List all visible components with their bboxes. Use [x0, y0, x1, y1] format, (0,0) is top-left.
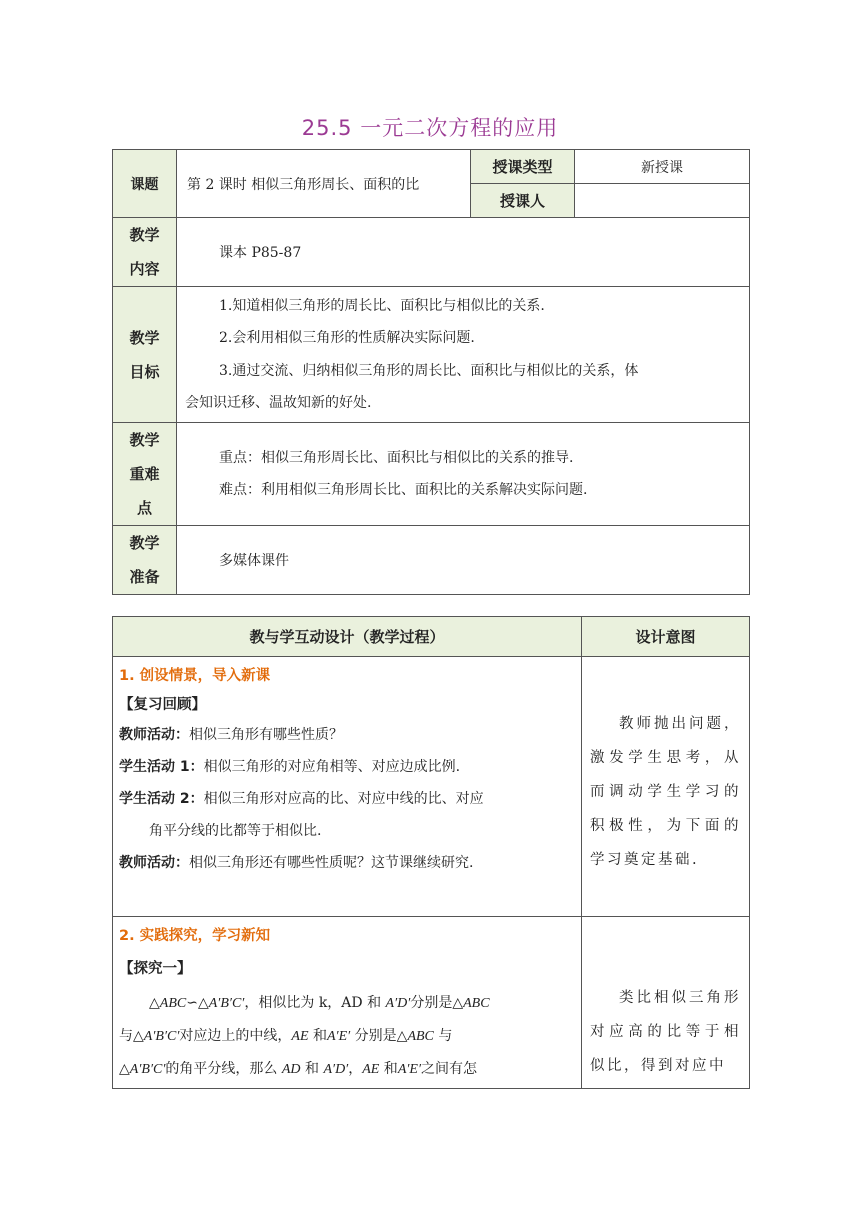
process-header: 教与学互动设计（教学过程） — [113, 617, 582, 657]
key-points — [177, 423, 750, 526]
section-1-content — [113, 657, 582, 917]
explore-heading: 【探究一】 — [119, 961, 192, 977]
explore-text-line-1: △ABC∽△A′B′C′，相似比为 k，AD 和 A′D′分别是△ABC — [149, 995, 490, 1011]
lesson-type-label: 授课类型 — [471, 150, 575, 184]
section-1-intent — [582, 657, 750, 917]
content-label: 教学 内容 — [113, 218, 177, 287]
intent-text: 教师抛出问题，激发学生思考，从而调动学生学习的积极性，为下面的学习奠定基础. — [590, 716, 741, 868]
review-heading: 【复习回顾】 — [119, 697, 206, 713]
content-value: 课本 P85-87 — [177, 218, 750, 287]
teacher-value — [575, 184, 750, 218]
goal-item: 会知识迁移、温故知新的好处. — [185, 395, 372, 411]
teacher-activity-2: 教师活动：相似三角形还有哪些性质呢？这节课继续研究. — [119, 855, 474, 871]
goal-item: 2.会利用相似三角形的性质解决实际问题. — [219, 330, 475, 346]
student-activity-1: 学生活动 1：相似三角形的对应角相等、对应边成比例. — [119, 759, 461, 775]
section-2-content — [113, 917, 582, 1089]
lesson-type-value: 新授课 — [575, 150, 750, 184]
teaching-process-table — [112, 616, 750, 1089]
topic-value: 第 2 课时 相似三角形周长、面积的比 — [177, 150, 471, 218]
goal-item: 3.通过交流、归纳相似三角形的周长比、面积比与相似比的关系，体 — [219, 362, 639, 379]
intent-header: 设计意图 — [582, 617, 750, 657]
intent-text: 类比相似三角形对应高的比等于相似比，得到对应中 — [590, 990, 741, 1074]
teacher-label: 授课人 — [471, 184, 575, 218]
prep-value: 多媒体课件 — [177, 526, 750, 595]
student-activity-2: 学生活动 2：相似三角形对应高的比、对应中线的比、对应 — [119, 791, 484, 807]
section-2-title: 2. 实践探究，学习新知 — [119, 928, 271, 944]
document-title: 25.5 一元二次方程的应用 — [301, 116, 559, 140]
prep-label: 教学 准备 — [113, 526, 177, 595]
section-2-intent — [582, 917, 750, 1089]
teacher-activity-1: 教师活动：相似三角形有哪些性质？ — [119, 727, 343, 743]
explore-text-line-2: 与△A′B′C′对应边上的中线，AE 和A′E′ 分别是△ABC 与 — [119, 1028, 453, 1044]
goal-item: 1.知道相似三角形的周长比、面积比与相似比的关系. — [219, 297, 545, 314]
key-point: 重点：相似三角形周长比、面积比与相似比的关系的推导. — [219, 450, 574, 466]
lesson-info-table — [112, 149, 750, 595]
student-activity-2-cont: 角平分线的比都等于相似比. — [149, 823, 322, 839]
section-1-title: 1. 创设情景，导入新课 — [119, 668, 271, 684]
goals-label: 教学 目标 — [113, 287, 177, 423]
goals-list — [177, 287, 750, 423]
explore-text-line-3: △A′B′C′的角平分线，那么 AD 和 A′D′，AE 和A′E′之间有怎 — [119, 1061, 478, 1077]
difficult-point: 难点：利用相似三角形周长比、面积比的关系解决实际问题. — [219, 482, 588, 498]
topic-label: 课题 — [113, 150, 177, 218]
key-points-label: 教学 重难 点 — [113, 423, 177, 526]
